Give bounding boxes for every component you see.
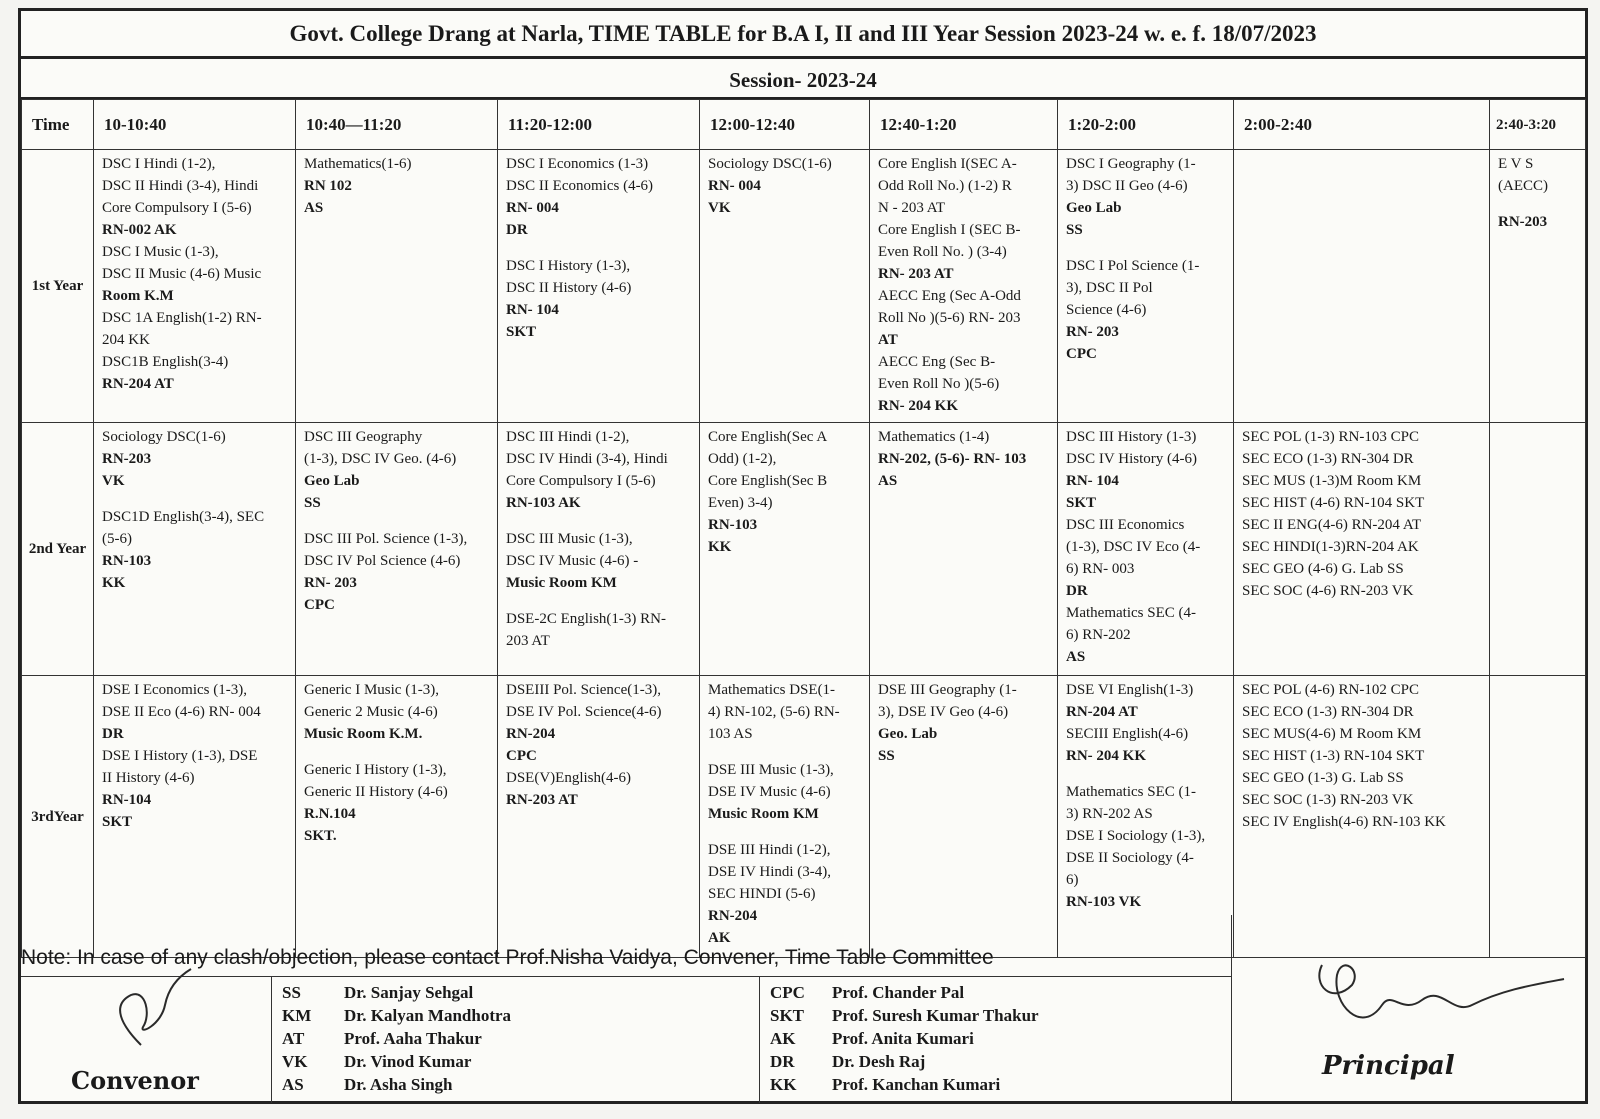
legend-entry — [770, 1050, 1221, 1073]
cell-line: RN-103 VK — [1066, 894, 1142, 910]
footer — [21, 977, 1585, 1103]
timetable-cell — [1058, 423, 1234, 676]
timetable-row — [22, 423, 1586, 676]
cell-line: SKT — [1066, 495, 1097, 511]
cell-line: 3), DSC II Pol — [1066, 280, 1153, 296]
cell-line: DSE I Economics (1-3), — [102, 682, 247, 698]
cell-line: Generic I History (1-3), — [304, 762, 447, 778]
cell-line: DSC IV History (4-6) — [1066, 451, 1197, 467]
cell-line: DSC III Pol. Science (1-3), — [304, 531, 468, 547]
legend-code: SS — [282, 982, 301, 1002]
convenor-label: Convenor — [71, 1066, 199, 1095]
cell-line: AT — [878, 332, 898, 348]
cell-line: Core English(Sec A — [708, 429, 828, 445]
cell-line: AS — [878, 473, 898, 489]
timetable-cell — [94, 676, 296, 958]
slot-header: 2:40-3:20 — [1490, 100, 1586, 150]
cell-line: (AECC) — [1498, 178, 1548, 194]
cell-line: RN-204 — [708, 908, 758, 924]
cell-line: RN- 204 KK — [1066, 748, 1146, 764]
slot-header: 12:40-1:20 — [870, 100, 1058, 150]
cell-line: DSE III Music (1-3), — [708, 762, 834, 778]
cell-line: Mathematics SEC (4- — [1066, 605, 1196, 621]
cell-line: DSE III Hindi (1-2), — [708, 842, 831, 858]
cell-line: VK — [708, 200, 731, 216]
timetable-cell — [1234, 423, 1490, 676]
slot-header: 12:00-12:40 — [700, 100, 870, 150]
cell-line: 203 AT — [506, 633, 550, 649]
legend-name: Prof. Suresh Kumar Thakur — [832, 1005, 1039, 1025]
cell-line: RN-203 AT — [506, 792, 578, 808]
cell-line: SEC HINDI(1-3)RN-204 AK — [1242, 539, 1419, 555]
timetable-cell — [1058, 676, 1234, 958]
timetable-sheet — [18, 8, 1588, 1104]
timetable-cell — [498, 676, 700, 958]
legend-code: KM — [282, 1005, 312, 1025]
cell-line: DSC IV Music (4-6) - — [506, 553, 639, 569]
cell-line: SEC SOC (1-3) RN-203 VK — [1242, 792, 1414, 808]
cell-line: DSE IV Music (4-6) — [708, 784, 831, 800]
cell-line: RN- 204 KK — [878, 398, 958, 414]
cell-line: RN-203 — [102, 451, 152, 467]
legend-code: AS — [282, 1074, 304, 1094]
cell-line: Odd Roll No.) (1-2) R — [878, 178, 1012, 194]
cell-line: SKT. — [304, 828, 337, 844]
cell-line: 4) RN-102, (5-6) RN- — [708, 704, 840, 720]
cell-line: DSE II Sociology (4- — [1066, 850, 1194, 866]
timetable-cell — [94, 423, 296, 676]
timetable-cell — [870, 150, 1058, 423]
cell-line: DSC I History (1-3), — [506, 258, 631, 274]
cell-line: RN-204 — [506, 726, 556, 742]
cell-line: SEC MUS(4-6) M Room KM — [1242, 726, 1422, 742]
faculty-legend-right — [759, 977, 1231, 1103]
cell-line: SEC GEO (4-6) G. Lab SS — [1242, 561, 1404, 577]
cell-line: DSE(V)English(4-6) — [506, 770, 631, 786]
cell-line: DSC I Geography (1- — [1066, 156, 1196, 172]
cell-line: SEC HIST (1-3) RN-104 SKT — [1242, 748, 1425, 764]
cell-line: DSE II Eco (4-6) RN- 004 — [102, 704, 261, 720]
cell-line: 3) DSC II Geo (4-6) — [1066, 178, 1188, 194]
cell-line: RN-104 — [102, 792, 152, 808]
cell-line: RN 102 — [304, 178, 352, 194]
legend-name: Dr. Vinod Kumar — [344, 1051, 472, 1071]
cell-line: AECC Eng (Sec A-Odd — [878, 288, 1021, 304]
cell-line: SEC POL (4-6) RN-102 CPC — [1242, 682, 1419, 698]
slot-header: 11:20-12:00 — [498, 100, 700, 150]
legend-name: Prof. Anita Kumari — [832, 1028, 974, 1048]
timetable-cell — [296, 150, 498, 423]
cell-line: Even Roll No )(5-6) — [878, 376, 1000, 392]
slot-header: 1:20-2:00 — [1058, 100, 1234, 150]
cell-line: SKT — [102, 814, 133, 830]
cell-line: DSC 1A English(1-2) RN- — [102, 310, 262, 326]
timetable-cell — [1490, 423, 1586, 676]
header-row — [22, 100, 1586, 150]
legend-name: Prof. Kanchan Kumari — [832, 1074, 1001, 1094]
cell-line: Music Room KM — [506, 575, 617, 591]
legend-code: CPC — [770, 982, 805, 1002]
cell-line: N - 203 AT — [878, 200, 946, 216]
cell-line: SEC II ENG(4-6) RN-204 AT — [1242, 517, 1422, 533]
timetable-cell — [1490, 150, 1586, 423]
cell-line: DSE-2C English(1-3) RN- — [506, 611, 666, 627]
cell-line: DSC I Hindi (1-2), — [102, 156, 216, 172]
cell-line: AS — [304, 200, 324, 216]
year-label: 3rdYear — [22, 676, 94, 958]
principal-block — [1231, 915, 1586, 1103]
cell-line: (5-6) — [102, 531, 132, 547]
cell-line: DSC III Geography — [304, 429, 423, 445]
cell-line: Core Compulsory I (5-6) — [102, 200, 252, 216]
cell-line: Mathematics (1-4) — [878, 429, 990, 445]
legend-entry — [770, 1004, 1221, 1027]
legend-entry — [770, 1073, 1221, 1096]
cell-line: CPC — [1066, 346, 1097, 362]
cell-line: SEC MUS (1-3)M Room KM — [1242, 473, 1422, 489]
slot-header: 10-10:40 — [94, 100, 296, 150]
page-title: Govt. College Drang at Narla, TIME TABLE for B.A I, II and III Year Session 2023-24 w. e. f. 18/07/2023 — [21, 11, 1585, 59]
cell-line: RN- 004 — [708, 178, 761, 194]
cell-line: RN-103 AK — [506, 495, 581, 511]
cell-line: DSC I Economics (1-3) — [506, 156, 649, 172]
cell-line: DSE VI English(1-3) — [1066, 682, 1194, 698]
timetable-cell — [1058, 150, 1234, 423]
timetable-cell — [870, 423, 1058, 676]
cell-line: SEC POL (1-3) RN-103 CPC — [1242, 429, 1419, 445]
cell-line: DSE IV Hindi (3-4), — [708, 864, 832, 880]
cell-line: Sociology DSC(1-6) — [708, 156, 832, 172]
timetable-cell — [296, 676, 498, 958]
cell-line: RN-103 — [102, 553, 152, 569]
cell-line: 204 KK — [102, 332, 150, 348]
cell-line: DSEIII Pol. Science(1-3), — [506, 682, 661, 698]
timetable-cell — [94, 150, 296, 423]
legend-entry — [282, 1073, 749, 1096]
cell-line: SEC GEO (1-3) G. Lab SS — [1242, 770, 1404, 786]
cell-line: DR — [1066, 583, 1088, 599]
cell-line: RN- 004 — [506, 200, 559, 216]
cell-line: SS — [1066, 222, 1083, 238]
cell-line: DSC II Music (4-6) Music — [102, 266, 262, 282]
principal-label: Principal — [1322, 1051, 1455, 1081]
legend-entry — [282, 1027, 749, 1050]
cell-line: RN-202, (5-6)- RN- 103 — [878, 451, 1027, 467]
cell-line: DSC II Hindi (3-4), Hindi — [102, 178, 259, 194]
timetable-cell — [700, 676, 870, 958]
slot-header: 10:40—11:20 — [296, 100, 498, 150]
cell-line: Even) 3-4) — [708, 495, 773, 511]
cell-line: SS — [304, 495, 321, 511]
cell-line: KK — [102, 575, 126, 591]
faculty-legend-left — [271, 977, 759, 1103]
cell-line: SEC HINDI (5-6) — [708, 886, 816, 902]
legend-entry — [770, 1027, 1221, 1050]
cell-line: 6) RN- 003 — [1066, 561, 1135, 577]
timetable-cell — [870, 676, 1058, 958]
cell-line: AECC Eng (Sec B- — [878, 354, 996, 370]
cell-line: DSC I Pol Science (1- — [1066, 258, 1200, 274]
cell-line: Geo Lab — [304, 473, 360, 489]
cell-line: Mathematics DSE(1- — [708, 682, 836, 698]
cell-line: RN-204 AT — [1066, 704, 1138, 720]
cell-line: DSC II History (4-6) — [506, 280, 632, 296]
timetable-row — [22, 150, 1586, 423]
cell-line: SS — [878, 748, 895, 764]
timetable-cell — [498, 150, 700, 423]
cell-line: RN- 203 AT — [878, 266, 954, 282]
cell-line: 6) — [1066, 872, 1079, 888]
cell-line: CPC — [506, 748, 537, 764]
cell-line: R.N.104 — [304, 806, 356, 822]
cell-line: Geo Lab — [1066, 200, 1122, 216]
cell-line: Even Roll No. ) (3-4) — [878, 244, 1007, 260]
legend-name: Dr. Asha Singh — [344, 1074, 453, 1094]
cell-line: DSE IV Pol. Science(4-6) — [506, 704, 662, 720]
cell-line: DSC1B English(3-4) — [102, 354, 229, 370]
legend-code: DR — [770, 1051, 795, 1071]
cell-line: Music Room K.M. — [304, 726, 423, 742]
cell-line: Mathematics SEC (1- — [1066, 784, 1196, 800]
cell-line: II History (4-6) — [102, 770, 195, 786]
year-label: 2nd Year — [22, 423, 94, 676]
cell-line: Science (4-6) — [1066, 302, 1147, 318]
legend-entry — [282, 981, 749, 1004]
session-heading: Session- 2023-24 — [21, 63, 1585, 99]
cell-line: Core English(Sec B — [708, 473, 828, 489]
cell-line: RN-203 — [1498, 214, 1548, 230]
cell-line: RN-103 — [708, 517, 758, 533]
cell-line: Generic II History (4-6) — [304, 784, 448, 800]
cell-line: RN- 104 — [506, 302, 559, 318]
legend-name: Dr. Desh Raj — [832, 1051, 926, 1071]
cell-line: DSC I Music (1-3), — [102, 244, 219, 260]
cell-line: 103 AS — [708, 726, 753, 742]
cell-line: DSC III Economics — [1066, 517, 1185, 533]
cell-line: DSC III Music (1-3), — [506, 531, 633, 547]
cell-line: 3) RN-202 AS — [1066, 806, 1153, 822]
cell-line: DSE I Sociology (1-3), — [1066, 828, 1206, 844]
cell-line: DSC III History (1-3) — [1066, 429, 1197, 445]
time-header: Time — [22, 100, 94, 150]
timetable-cell — [296, 423, 498, 676]
legend-entry — [770, 981, 1221, 1004]
cell-line: Generic 2 Music (4-6) — [304, 704, 438, 720]
cell-line: Roll No )(5-6) RN- 203 — [878, 310, 1021, 326]
cell-line: SEC IV English(4-6) RN-103 KK — [1242, 814, 1446, 830]
cell-line: (1-3), DSC IV Eco (4- — [1066, 539, 1201, 555]
cell-line: RN- 104 — [1066, 473, 1119, 489]
legend-name: Dr. Kalyan Mandhotra — [344, 1005, 512, 1025]
cell-line: AS — [1066, 649, 1086, 665]
cell-line: DSE I History (1-3), DSE — [102, 748, 258, 764]
cell-line: Core English I(SEC A- — [878, 156, 1017, 172]
cell-line: Mathematics(1-6) — [304, 156, 412, 172]
cell-line: CPC — [304, 597, 335, 613]
convenor-signature-icon — [81, 965, 221, 1055]
timetable-cell — [1234, 150, 1490, 423]
legend-code: AT — [282, 1028, 305, 1048]
cell-line: DSC II Economics (4-6) — [506, 178, 654, 194]
note: Note: In case of any clash/objection, please contact Prof.Nisha Vaidya, Convener, Time Table Committee — [21, 939, 1231, 977]
timetable — [21, 99, 1586, 958]
cell-line: Generic I Music (1-3), — [304, 682, 439, 698]
cell-line: Core Compulsory I (5-6) — [506, 473, 656, 489]
cell-line: AK — [708, 930, 731, 946]
legend-entry — [282, 1050, 749, 1073]
cell-line: DR — [102, 726, 124, 742]
slot-header: 2:00-2:40 — [1234, 100, 1490, 150]
cell-line: 3), DSE IV Geo (4-6) — [878, 704, 1009, 720]
cell-line: RN- 203 — [304, 575, 357, 591]
cell-line: Odd) (1-2), — [708, 451, 777, 467]
principal-signature-icon — [1302, 945, 1572, 1055]
timetable-cell — [498, 423, 700, 676]
cell-line: Geo. Lab — [878, 726, 938, 742]
cell-line: VK — [102, 473, 125, 489]
legend-name: Prof. Aaha Thakur — [344, 1028, 482, 1048]
cell-line: E V S — [1498, 156, 1534, 172]
cell-line: DSE III Geography (1- — [878, 682, 1017, 698]
year-label: 1st Year — [22, 150, 94, 423]
cell-line: DSC IV Pol Science (4-6) — [304, 553, 461, 569]
legend-code: VK — [282, 1051, 308, 1071]
cell-line: RN-002 AK — [102, 222, 177, 238]
cell-line: Sociology DSC(1-6) — [102, 429, 226, 445]
cell-line: SEC HIST (4-6) RN-104 SKT — [1242, 495, 1425, 511]
timetable-cell — [700, 423, 870, 676]
cell-line: DR — [506, 222, 528, 238]
cell-line: SEC ECO (1-3) RN-304 DR — [1242, 451, 1414, 467]
legend-code: AK — [770, 1028, 796, 1048]
cell-line: KK — [708, 539, 732, 555]
cell-line: DSC1D English(3-4), SEC — [102, 509, 265, 525]
convenor-block — [41, 977, 261, 1103]
cell-line: RN- 203 — [1066, 324, 1119, 340]
legend-code: KK — [770, 1074, 797, 1094]
cell-line: SKT — [506, 324, 537, 340]
cell-line: SECIII English(4-6) — [1066, 726, 1189, 742]
cell-line: RN-204 AT — [102, 376, 174, 392]
legend-name: Dr. Sanjay Sehgal — [344, 982, 474, 1002]
cell-line: Music Room KM — [708, 806, 819, 822]
cell-line: (1-3), DSC IV Geo. (4-6) — [304, 451, 457, 467]
legend-code: SKT — [770, 1005, 805, 1025]
timetable-cell — [700, 150, 870, 423]
cell-line: DSC IV Hindi (3-4), Hindi — [506, 451, 668, 467]
cell-line: SEC SOC (4-6) RN-203 VK — [1242, 583, 1414, 599]
legend-entry — [282, 1004, 749, 1027]
cell-line: DSC III Hindi (1-2), — [506, 429, 630, 445]
cell-line: Core English I (SEC B- — [878, 222, 1021, 238]
legend-name: Prof. Chander Pal — [832, 982, 965, 1002]
cell-line: 6) RN-202 — [1066, 627, 1131, 643]
cell-line: SEC ECO (1-3) RN-304 DR — [1242, 704, 1414, 720]
cell-line: Room K.M — [102, 288, 174, 304]
